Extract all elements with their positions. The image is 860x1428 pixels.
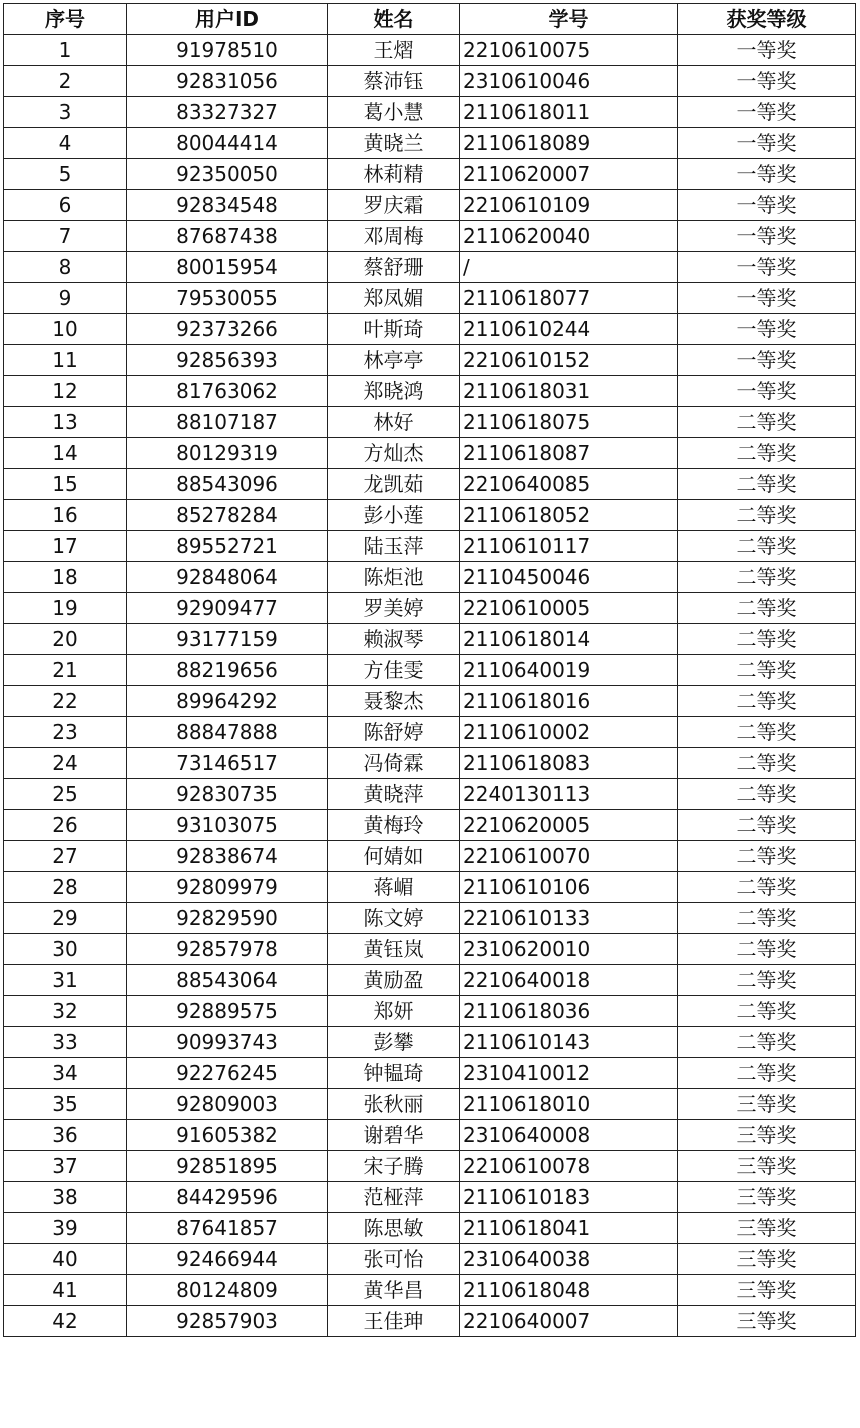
cell-award-level: 二等奖 — [678, 593, 856, 624]
cell-student-id: 2110618089 — [460, 128, 678, 159]
header-row — [4, 4, 856, 35]
cell-student-id: 2110618077 — [460, 283, 678, 314]
header-index: 序号 — [4, 4, 127, 35]
cell-user-id: 92809979 — [127, 872, 328, 903]
cell-name: 彭小莲 — [328, 500, 460, 531]
cell-name: 邓周梅 — [328, 221, 460, 252]
table-row — [4, 35, 856, 66]
cell-index: 39 — [4, 1213, 127, 1244]
cell-index: 41 — [4, 1275, 127, 1306]
cell-index: 14 — [4, 438, 127, 469]
table-row — [4, 1120, 856, 1151]
cell-index: 30 — [4, 934, 127, 965]
cell-student-id: 2110640019 — [460, 655, 678, 686]
table-row — [4, 1089, 856, 1120]
cell-user-id: 92830735 — [127, 779, 328, 810]
cell-student-id: 2210610109 — [460, 190, 678, 221]
cell-index: 28 — [4, 872, 127, 903]
cell-award-level: 三等奖 — [678, 1244, 856, 1275]
cell-name: 黄晓萍 — [328, 779, 460, 810]
cell-award-level: 二等奖 — [678, 965, 856, 996]
cell-award-level: 一等奖 — [678, 128, 856, 159]
cell-award-level: 二等奖 — [678, 531, 856, 562]
cell-student-id: 2310620010 — [460, 934, 678, 965]
cell-award-level: 二等奖 — [678, 500, 856, 531]
cell-award-level: 二等奖 — [678, 438, 856, 469]
cell-user-id: 92857978 — [127, 934, 328, 965]
cell-user-id: 91978510 — [127, 35, 328, 66]
cell-student-id: 2110620040 — [460, 221, 678, 252]
cell-name: 叶斯琦 — [328, 314, 460, 345]
table-body — [4, 35, 856, 1337]
cell-user-id: 89552721 — [127, 531, 328, 562]
cell-award-level: 一等奖 — [678, 283, 856, 314]
cell-name: 林好 — [328, 407, 460, 438]
table-row — [4, 1213, 856, 1244]
cell-user-id: 92834548 — [127, 190, 328, 221]
cell-name: 黄励盈 — [328, 965, 460, 996]
cell-user-id: 88847888 — [127, 717, 328, 748]
cell-name: 张秋丽 — [328, 1089, 460, 1120]
table-row — [4, 1275, 856, 1306]
cell-index: 7 — [4, 221, 127, 252]
cell-award-level: 一等奖 — [678, 314, 856, 345]
cell-index: 40 — [4, 1244, 127, 1275]
cell-award-level: 二等奖 — [678, 655, 856, 686]
cell-name: 葛小慧 — [328, 97, 460, 128]
cell-user-id: 92848064 — [127, 562, 328, 593]
cell-award-level: 二等奖 — [678, 624, 856, 655]
cell-user-id: 73146517 — [127, 748, 328, 779]
cell-index: 22 — [4, 686, 127, 717]
cell-user-id: 92889575 — [127, 996, 328, 1027]
cell-award-level: 一等奖 — [678, 190, 856, 221]
cell-award-level: 一等奖 — [678, 345, 856, 376]
cell-index: 35 — [4, 1089, 127, 1120]
cell-award-level: 二等奖 — [678, 934, 856, 965]
cell-student-id: 2110610183 — [460, 1182, 678, 1213]
cell-award-level: 二等奖 — [678, 1027, 856, 1058]
cell-user-id: 88543064 — [127, 965, 328, 996]
cell-award-level: 二等奖 — [678, 996, 856, 1027]
header-user-id: 用户ID — [127, 4, 328, 35]
table-row — [4, 779, 856, 810]
cell-name: 王熠 — [328, 35, 460, 66]
cell-student-id: 2310640008 — [460, 1120, 678, 1151]
cell-award-level: 一等奖 — [678, 97, 856, 128]
cell-user-id: 90993743 — [127, 1027, 328, 1058]
cell-user-id: 92831056 — [127, 66, 328, 97]
table-row — [4, 128, 856, 159]
cell-user-id: 92466944 — [127, 1244, 328, 1275]
cell-award-level: 三等奖 — [678, 1182, 856, 1213]
cell-user-id: 80044414 — [127, 128, 328, 159]
cell-name: 方佳雯 — [328, 655, 460, 686]
cell-student-id: 2210610075 — [460, 35, 678, 66]
table-row — [4, 655, 856, 686]
cell-name: 王佳珅 — [328, 1306, 460, 1337]
cell-name: 蔡舒珊 — [328, 252, 460, 283]
table-row — [4, 624, 856, 655]
cell-index: 20 — [4, 624, 127, 655]
cell-name: 张可怡 — [328, 1244, 460, 1275]
cell-award-level: 二等奖 — [678, 748, 856, 779]
cell-name: 林莉精 — [328, 159, 460, 190]
table-row — [4, 996, 856, 1027]
cell-index: 4 — [4, 128, 127, 159]
cell-student-id: 2110618083 — [460, 748, 678, 779]
cell-user-id: 92809003 — [127, 1089, 328, 1120]
cell-student-id: 2110610143 — [460, 1027, 678, 1058]
cell-student-id: 2210640085 — [460, 469, 678, 500]
cell-student-id: 2210610070 — [460, 841, 678, 872]
cell-name: 陈思敏 — [328, 1213, 460, 1244]
table-row — [4, 1306, 856, 1337]
cell-award-level: 二等奖 — [678, 841, 856, 872]
cell-user-id: 92373266 — [127, 314, 328, 345]
cell-award-level: 二等奖 — [678, 810, 856, 841]
table-row — [4, 1027, 856, 1058]
cell-student-id: 2310640038 — [460, 1244, 678, 1275]
award-table — [3, 3, 856, 1337]
cell-student-id: 2110620007 — [460, 159, 678, 190]
cell-index: 42 — [4, 1306, 127, 1337]
cell-name: 蔡沛钰 — [328, 66, 460, 97]
table-row — [4, 314, 856, 345]
cell-user-id: 88219656 — [127, 655, 328, 686]
table-row — [4, 686, 856, 717]
cell-student-id: 2110618031 — [460, 376, 678, 407]
cell-award-level: 三等奖 — [678, 1306, 856, 1337]
cell-student-id: 2110618014 — [460, 624, 678, 655]
cell-award-level: 三等奖 — [678, 1275, 856, 1306]
cell-user-id: 80124809 — [127, 1275, 328, 1306]
cell-student-id: 2110450046 — [460, 562, 678, 593]
header-student-id: 学号 — [460, 4, 678, 35]
cell-name: 谢碧华 — [328, 1120, 460, 1151]
cell-name: 聂黎杰 — [328, 686, 460, 717]
table-row — [4, 438, 856, 469]
table-row — [4, 252, 856, 283]
cell-award-level: 一等奖 — [678, 66, 856, 97]
cell-index: 34 — [4, 1058, 127, 1089]
cell-user-id: 89964292 — [127, 686, 328, 717]
table-row — [4, 531, 856, 562]
table-row — [4, 562, 856, 593]
cell-award-level: 二等奖 — [678, 407, 856, 438]
cell-student-id: 2310410012 — [460, 1058, 678, 1089]
cell-index: 37 — [4, 1151, 127, 1182]
table-row — [4, 159, 856, 190]
cell-index: 32 — [4, 996, 127, 1027]
cell-index: 11 — [4, 345, 127, 376]
cell-award-level: 二等奖 — [678, 686, 856, 717]
cell-student-id: 2110618036 — [460, 996, 678, 1027]
cell-user-id: 83327327 — [127, 97, 328, 128]
cell-user-id: 92851895 — [127, 1151, 328, 1182]
cell-name: 林亭亭 — [328, 345, 460, 376]
cell-student-id: 2210640018 — [460, 965, 678, 996]
cell-name: 彭攀 — [328, 1027, 460, 1058]
table-row — [4, 500, 856, 531]
cell-name: 黄晓兰 — [328, 128, 460, 159]
cell-index: 21 — [4, 655, 127, 686]
cell-name: 方灿杰 — [328, 438, 460, 469]
table-row — [4, 345, 856, 376]
cell-user-id: 81763062 — [127, 376, 328, 407]
cell-award-level: 一等奖 — [678, 376, 856, 407]
cell-user-id: 93177159 — [127, 624, 328, 655]
cell-user-id: 93103075 — [127, 810, 328, 841]
cell-student-id: 2110618048 — [460, 1275, 678, 1306]
cell-index: 27 — [4, 841, 127, 872]
cell-name: 范桠萍 — [328, 1182, 460, 1213]
cell-index: 8 — [4, 252, 127, 283]
cell-award-level: 二等奖 — [678, 562, 856, 593]
cell-index: 15 — [4, 469, 127, 500]
cell-award-level: 三等奖 — [678, 1151, 856, 1182]
cell-index: 19 — [4, 593, 127, 624]
cell-user-id: 88543096 — [127, 469, 328, 500]
cell-award-level: 三等奖 — [678, 1120, 856, 1151]
cell-student-id: 2210610152 — [460, 345, 678, 376]
table-row — [4, 221, 856, 252]
cell-student-id: 2110618041 — [460, 1213, 678, 1244]
cell-user-id: 92838674 — [127, 841, 328, 872]
cell-award-level: 三等奖 — [678, 1089, 856, 1120]
cell-name: 赖淑琴 — [328, 624, 460, 655]
cell-index: 33 — [4, 1027, 127, 1058]
cell-student-id: 2210610133 — [460, 903, 678, 934]
cell-award-level: 一等奖 — [678, 159, 856, 190]
cell-index: 6 — [4, 190, 127, 221]
table-row — [4, 190, 856, 221]
cell-student-id: 2110610244 — [460, 314, 678, 345]
cell-student-id: 2210640007 — [460, 1306, 678, 1337]
cell-index: 16 — [4, 500, 127, 531]
table-row — [4, 717, 856, 748]
table-row — [4, 1182, 856, 1213]
table-row — [4, 593, 856, 624]
cell-index: 1 — [4, 35, 127, 66]
cell-name: 罗庆霜 — [328, 190, 460, 221]
cell-user-id: 84429596 — [127, 1182, 328, 1213]
cell-index: 5 — [4, 159, 127, 190]
cell-user-id: 80015954 — [127, 252, 328, 283]
cell-index: 23 — [4, 717, 127, 748]
cell-name: 黄梅玲 — [328, 810, 460, 841]
cell-index: 38 — [4, 1182, 127, 1213]
cell-name: 郑凤媚 — [328, 283, 460, 314]
cell-award-level: 三等奖 — [678, 1213, 856, 1244]
cell-user-id: 80129319 — [127, 438, 328, 469]
cell-user-id: 85278284 — [127, 500, 328, 531]
table-row — [4, 872, 856, 903]
cell-award-level: 一等奖 — [678, 221, 856, 252]
cell-user-id: 92856393 — [127, 345, 328, 376]
cell-user-id: 92909477 — [127, 593, 328, 624]
cell-award-level: 二等奖 — [678, 1058, 856, 1089]
cell-student-id: 2210620005 — [460, 810, 678, 841]
cell-index: 3 — [4, 97, 127, 128]
header-name: 姓名 — [328, 4, 460, 35]
cell-user-id: 88107187 — [127, 407, 328, 438]
cell-name: 罗美婷 — [328, 593, 460, 624]
table-row — [4, 1058, 856, 1089]
table-row — [4, 1244, 856, 1275]
cell-name: 郑妍 — [328, 996, 460, 1027]
table-header — [4, 4, 856, 35]
cell-user-id: 92829590 — [127, 903, 328, 934]
table-row — [4, 376, 856, 407]
cell-name: 郑晓鸿 — [328, 376, 460, 407]
cell-user-id: 92857903 — [127, 1306, 328, 1337]
cell-name: 钟韫琦 — [328, 1058, 460, 1089]
cell-name: 蒋嵋 — [328, 872, 460, 903]
cell-student-id: 2110610002 — [460, 717, 678, 748]
cell-index: 36 — [4, 1120, 127, 1151]
cell-student-id: 2240130113 — [460, 779, 678, 810]
cell-name: 陈文婷 — [328, 903, 460, 934]
table-row — [4, 97, 856, 128]
table-row — [4, 407, 856, 438]
cell-student-id: 2110618016 — [460, 686, 678, 717]
cell-index: 17 — [4, 531, 127, 562]
cell-student-id: 2110618011 — [460, 97, 678, 128]
cell-name: 黄钰岚 — [328, 934, 460, 965]
cell-name: 陈炬池 — [328, 562, 460, 593]
cell-user-id: 92350050 — [127, 159, 328, 190]
table-row — [4, 283, 856, 314]
table-row — [4, 841, 856, 872]
cell-index: 10 — [4, 314, 127, 345]
table-row — [4, 748, 856, 779]
cell-award-level: 二等奖 — [678, 903, 856, 934]
table-row — [4, 965, 856, 996]
cell-index: 12 — [4, 376, 127, 407]
cell-award-level: 一等奖 — [678, 252, 856, 283]
cell-award-level: 二等奖 — [678, 779, 856, 810]
cell-user-id: 87687438 — [127, 221, 328, 252]
cell-award-level: 二等奖 — [678, 872, 856, 903]
cell-student-id: 2110618087 — [460, 438, 678, 469]
cell-student-id: 2110618010 — [460, 1089, 678, 1120]
cell-name: 冯倚霖 — [328, 748, 460, 779]
cell-award-level: 二等奖 — [678, 717, 856, 748]
cell-user-id: 91605382 — [127, 1120, 328, 1151]
cell-student-id: 2210610078 — [460, 1151, 678, 1182]
table-row — [4, 66, 856, 97]
table-row — [4, 1151, 856, 1182]
cell-name: 宋子腾 — [328, 1151, 460, 1182]
cell-award-level: 二等奖 — [678, 469, 856, 500]
cell-index: 9 — [4, 283, 127, 314]
cell-index: 18 — [4, 562, 127, 593]
cell-student-id: 2310610046 — [460, 66, 678, 97]
cell-user-id: 79530055 — [127, 283, 328, 314]
table-row — [4, 810, 856, 841]
cell-index: 25 — [4, 779, 127, 810]
table-row — [4, 934, 856, 965]
cell-index: 24 — [4, 748, 127, 779]
cell-student-id: 2110610117 — [460, 531, 678, 562]
cell-index: 31 — [4, 965, 127, 996]
cell-index: 13 — [4, 407, 127, 438]
cell-name: 何婧如 — [328, 841, 460, 872]
cell-student-id: 2110610106 — [460, 872, 678, 903]
table-row — [4, 903, 856, 934]
cell-name: 龙凯茹 — [328, 469, 460, 500]
cell-name: 黄华昌 — [328, 1275, 460, 1306]
table-row — [4, 469, 856, 500]
cell-index: 2 — [4, 66, 127, 97]
cell-student-id: 2110618052 — [460, 500, 678, 531]
cell-name: 陆玉萍 — [328, 531, 460, 562]
cell-student-id: 2210610005 — [460, 593, 678, 624]
cell-user-id: 87641857 — [127, 1213, 328, 1244]
cell-index: 26 — [4, 810, 127, 841]
cell-name: 陈舒婷 — [328, 717, 460, 748]
cell-award-level: 一等奖 — [678, 35, 856, 66]
header-award-level: 获奖等级 — [678, 4, 856, 35]
cell-student-id: / — [460, 252, 678, 283]
cell-student-id: 2110618075 — [460, 407, 678, 438]
cell-index: 29 — [4, 903, 127, 934]
cell-user-id: 92276245 — [127, 1058, 328, 1089]
